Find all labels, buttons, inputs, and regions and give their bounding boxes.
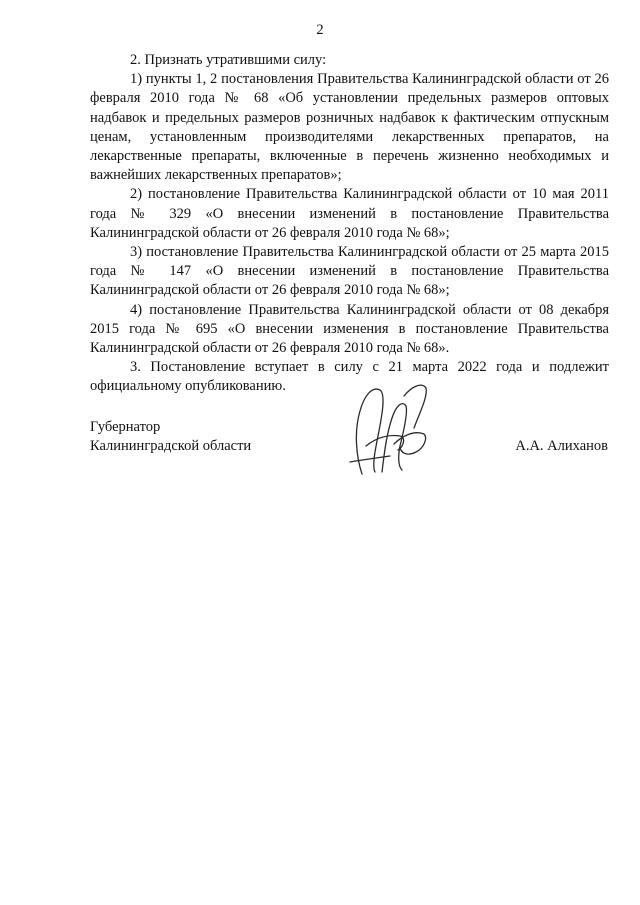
signatory-position-line-2: Калининградской области bbox=[90, 438, 252, 455]
paragraph-repeal-item-1: 1) пункты 1, 2 постановления Правительства Калининградской области от 26 февраля 2010 года № 68 «Об установлении предельных размеров оптовых надбавок и предельных размеров розничных надбавок к фактическим отпускным ценам, установленным производителями лекарственных препаратов, на лекарственные препараты, включенные в перечень жизненно необходимых и важнейших лекарственных препаратов»; bbox=[90, 71, 609, 184]
paragraph-repeal-heading: 2. Признать утратившими силу: bbox=[130, 52, 327, 68]
paragraph-repeal-item-3: 3) постановление Правительства Калининградской области от 25 марта 2015 года № 147 «О внесении изменений в постановление Правительства Калининградской области от 26 февраля 2010 года № 68»; bbox=[90, 244, 609, 299]
page-number: 2 bbox=[316, 22, 324, 38]
document-body bbox=[90, 51, 609, 397]
signatory-name: А.А. Алиханов bbox=[515, 438, 608, 454]
handwritten-signature-icon bbox=[342, 376, 432, 480]
signatory-position bbox=[90, 418, 251, 456]
paragraph-repeal-item-4: 4) постановление Правительства Калининградской области от 08 декабря 2015 года № 695 «О внесении изменения в постановление Правительства Калининградской области от 26 февраля 2010 года № 68». bbox=[90, 301, 609, 357]
paragraph-repeal-item-2: 2) постановление Правительства Калининградской области от 10 мая 2011 года № 329 «О внесении изменений в постановление Правительства Калининградской области от 26 февраля 2010 года № 68»; bbox=[90, 186, 609, 241]
paragraph-effective-date: 3. Постановление вступает в силу с 21 марта 2022 года и подлежит официальному опубликованию. bbox=[90, 359, 609, 395]
signatory-position-line-1: Губернатор bbox=[90, 419, 161, 435]
